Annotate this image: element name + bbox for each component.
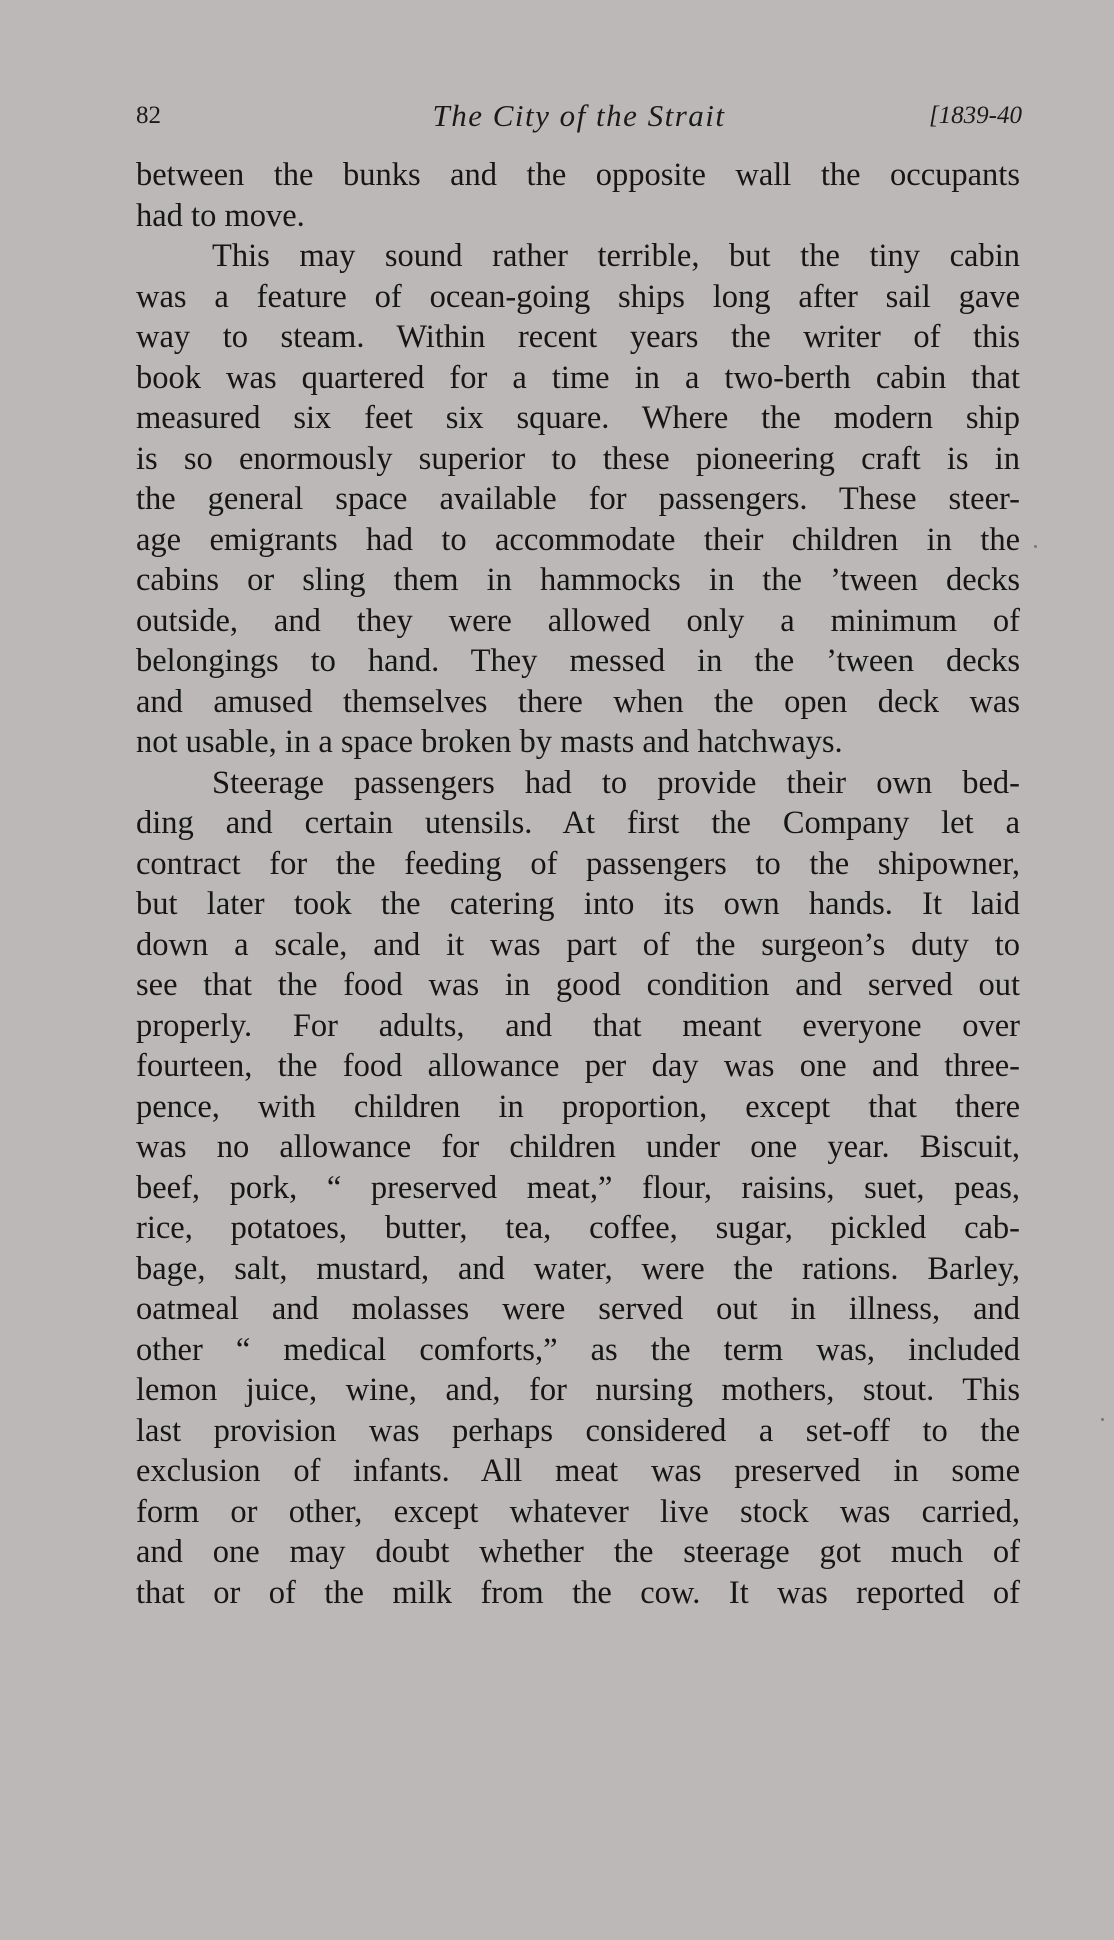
text-line: form or other, except whatever live stock was carried, [136,1493,1020,1530]
running-title: The City of the Strait [432,98,726,133]
page-header [136,98,1022,138]
text-line: beef, pork, “ preserved meat,” flour, raisins, suet, peas, [136,1169,1020,1206]
text-line: other “ medical comforts,” as the term was, included [136,1331,1020,1368]
page-number: 82 [136,102,161,129]
text-line: pence, with children in proportion, except that there [136,1088,1020,1125]
text-line: not usable, in a space broken by masts and hatchways. [136,724,843,760]
text-line: but later took the catering into its own hands. It laid [136,886,1020,922]
text-line: and one may doubt whether the steerage got much of [136,1534,1020,1570]
text-line: cabins or sling them in hammocks in the ’tween decks [136,562,1020,598]
text-line: had to move. [136,197,305,234]
text-line: exclusion of infants. All meat was preserved in some [136,1453,1020,1489]
text-line: and amused themselves there when the open deck was [136,683,1020,720]
body-text [136,155,1020,1613]
text-line: lemon juice, wine, and, for nursing mothers, stout. This [136,1372,1020,1408]
text-line: see that the food was in good condition and served out [136,967,1020,1003]
text-line: contract for the feeding of passengers to the shipowner, [136,845,1020,882]
text-line: rice, potatoes, butter, tea, coffee, sugar, pickled cab- [136,1210,1020,1246]
text-line: the general space available for passengers. These steer- [136,481,1020,517]
date-range: [1839-40 [928,102,1022,129]
text-line: age emigrants had to accommodate their children in the [136,521,1020,558]
text-line: is so enormously superior to these pioneering craft is in [136,440,1020,477]
text-line: book was quartered for a time in a two-berth cabin that [136,359,1020,396]
text-line: fourteen, the food allowance per day was one and three- [136,1048,1020,1084]
text-line: bage, salt, mustard, and water, were the rations. Barley, [136,1250,1020,1287]
text-line: between the bunks and the opposite wall the occupants [136,157,1020,193]
text-line: oatmeal and molasses were served out in illness, and [136,1291,1020,1327]
text-line: was no allowance for children under one year. Biscuit, [136,1129,1020,1165]
text-line: last provision was perhaps considered a set-off to the [136,1412,1020,1449]
paper-speck [1034,545,1037,548]
text-line: outside, and they were allowed only a minimum of [136,602,1020,639]
text-line: down a scale, and it was part of the surgeon’s duty to [136,926,1020,963]
text-line: belongings to hand. They messed in the ’tween decks [136,643,1020,679]
text-line: Steerage passengers had to provide their own bed- [212,764,1020,801]
text-line: ding and certain utensils. At first the Company let a [136,805,1020,841]
text-line: that or of the milk from the cow. It was reported of [136,1574,1020,1611]
text-line: properly. For adults, and that meant everyone over [136,1007,1020,1044]
text-line: was a feature of ocean-going ships long after sail gave [136,278,1020,315]
paper-speck [1101,1418,1104,1421]
text-line: This may sound rather terrible, but the tiny cabin [212,238,1020,274]
text-line: measured six feet six square. Where the modern ship [136,400,1020,436]
text-line: way to steam. Within recent years the writer of this [136,319,1020,355]
